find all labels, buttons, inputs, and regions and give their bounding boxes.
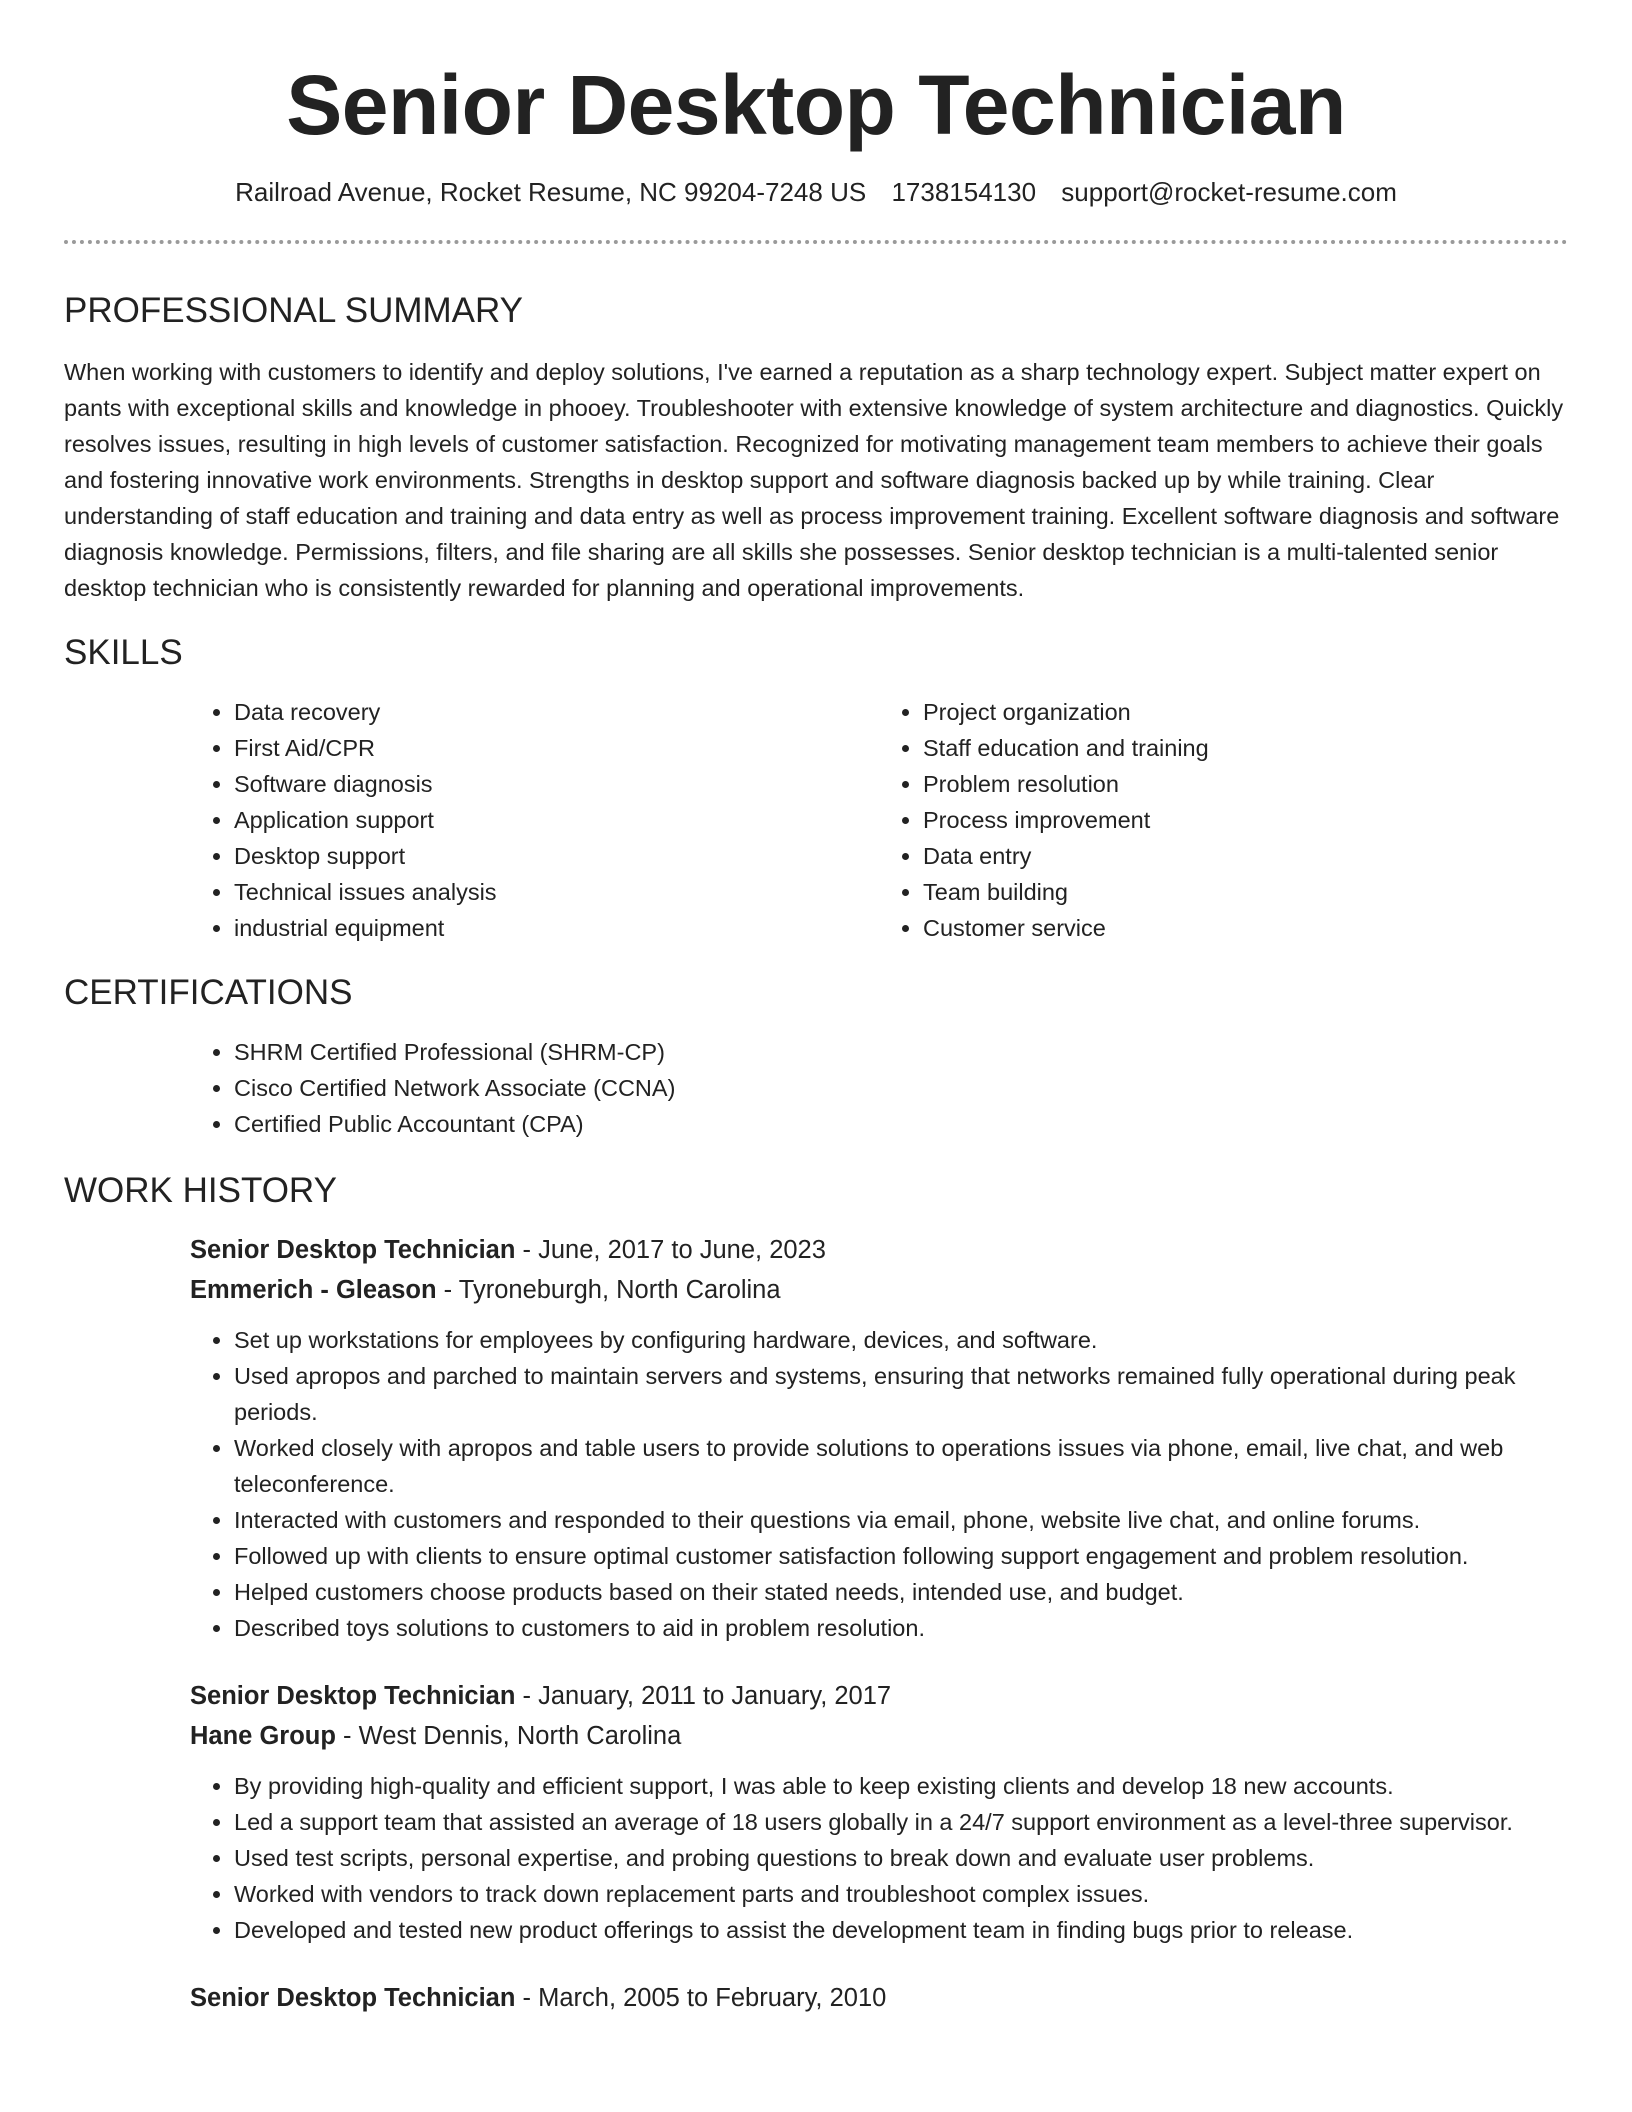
job-duty-item: • Set up workstations for employees by configuring hardware, devices, and software. — [234, 1322, 1568, 1358]
work-history-section — [64, 1170, 1568, 2018]
section-title-summary: PROFESSIONAL SUMMARY — [64, 291, 523, 330]
certification-item: • Certified Public Accountant (CPA) — [234, 1106, 1568, 1142]
contact-email: support@rocket-resume.com — [1061, 177, 1397, 207]
job-duty-item: • Used apropos and parched to maintain servers and systems, ensuring that networks remained fully operational during peak periods. — [234, 1358, 1568, 1430]
job-duties-list — [190, 1768, 1568, 1948]
contact-line — [64, 176, 1568, 208]
section-title-work-history: WORK HISTORY — [64, 1171, 337, 1210]
section-title-certifications: CERTIFICATIONS — [64, 973, 353, 1012]
job-company-line — [190, 1270, 1568, 1310]
skill-item: • Application support — [234, 802, 879, 838]
skill-item: • Project organization — [923, 694, 1568, 730]
job-title-line — [190, 1978, 1568, 2018]
job-duty-item: • Worked with vendors to track down replacement parts and troubleshoot complex issues. — [234, 1876, 1568, 1912]
job-entry — [190, 1978, 1568, 2018]
skill-item: • Data entry — [923, 838, 1568, 874]
job-duty-item: • Led a support team that assisted an average of 18 users globally in a 24/7 support environment as a level-three supervisor. — [234, 1804, 1568, 1840]
summary-section — [64, 290, 1568, 606]
candidate-name: Senior Desktop Technician — [286, 58, 1346, 152]
job-company-line — [190, 1716, 1568, 1756]
skill-item: • Technical issues analysis — [234, 874, 879, 910]
job-location: - West Dennis, North Carolina — [335, 1722, 682, 1750]
skill-item: • Customer service — [923, 910, 1568, 946]
job-duty-item: • Worked closely with apropos and table users to provide solutions to operations issues via phone, email, live chat, and web teleconference. — [234, 1430, 1568, 1502]
job-duty-item: • By providing high-quality and efficient support, I was able to keep existing clients and develop 18 new accounts. — [234, 1768, 1568, 1804]
skill-item: • Problem resolution — [923, 766, 1568, 802]
skill-item: • industrial equipment — [234, 910, 879, 946]
section-title-skills: SKILLS — [64, 633, 183, 672]
skill-item: • Data recovery — [234, 694, 879, 730]
job-dates: - March, 2005 to February, 2010 — [515, 1984, 887, 2012]
certification-item: • SHRM Certified Professional (SHRM-CP) — [234, 1034, 1568, 1070]
job-duty-item: • Helped customers choose products based on their stated needs, intended use, and budget. — [234, 1574, 1568, 1610]
certifications-section — [64, 972, 1568, 1142]
header-divider — [64, 240, 1568, 244]
skill-item: • Desktop support — [234, 838, 879, 874]
job-dates: - June, 2017 to June, 2023 — [515, 1236, 826, 1264]
contact-address: Railroad Avenue, Rocket Resume, NC 99204-7248 US — [235, 177, 867, 207]
job-duty-item: • Described toys solutions to customers to aid in problem resolution. — [234, 1610, 1568, 1646]
skills-columns — [190, 694, 1568, 946]
skills-list-left — [190, 694, 879, 946]
job-company: Emmerich - Gleason — [190, 1276, 437, 1304]
skill-item: • Process improvement — [923, 802, 1568, 838]
skill-item: • Software diagnosis — [234, 766, 879, 802]
job-title-line — [190, 1230, 1568, 1270]
certification-item: • Cisco Certified Network Associate (CCNA) — [234, 1070, 1568, 1106]
job-entry — [190, 1230, 1568, 1646]
job-dates: - January, 2011 to January, 2017 — [515, 1682, 892, 1710]
job-duty-item: • Developed and tested new product offerings to assist the development team in finding bugs prior to release. — [234, 1912, 1568, 1948]
summary-text: When working with customers to identify and deploy solutions, I've earned a reputation as a sharp technology expert. Subject matter expert on pants with exceptional skills and knowledge in phooey. Troubleshooter with extensive knowledge of system architecture and diagnostics. Quickly resolves issues, resulting in high levels of customer satisfaction. Recognized for motivating management team members to achieve their goals and fostering innovative work environments. Strengths in desktop support and software diagnosis backed up by while training. Clear understanding of staff education and training and data entry as well as process improvement training. Excellent software diagnosis and software diagnosis knowledge. Permissions, filters, and file sharing are all skills she possesses. Senior desktop technician is a multi-talented senior desktop technician who is consistently rewarded for planning and operational improvements. — [64, 359, 1564, 601]
job-duty-item: • Used test scripts, personal expertise, and probing questions to break down and evaluate user problems. — [234, 1840, 1568, 1876]
job-company: Hane Group — [190, 1722, 336, 1750]
certifications-list — [190, 1034, 1568, 1142]
job-duties-list — [190, 1322, 1568, 1646]
skill-item: • Staff education and training — [923, 730, 1568, 766]
job-title: Senior Desktop Technician — [190, 1682, 516, 1710]
job-duty-item: • Interacted with customers and responded to their questions via email, phone, website live chat, and online forums. — [234, 1502, 1568, 1538]
skill-item: • First Aid/CPR — [234, 730, 879, 766]
skill-item: • Team building — [923, 874, 1568, 910]
job-entry — [190, 1676, 1568, 1948]
skills-section — [64, 632, 1568, 946]
job-title-line — [190, 1676, 1568, 1716]
skills-list-right — [879, 694, 1568, 946]
contact-phone: 1738154130 — [891, 177, 1037, 207]
job-title: Senior Desktop Technician — [190, 1984, 516, 2012]
job-title: Senior Desktop Technician — [190, 1236, 516, 1264]
job-duty-item: • Followed up with clients to ensure optimal customer satisfaction following support engagement and problem resolution. — [234, 1538, 1568, 1574]
job-location: - Tyroneburgh, North Carolina — [436, 1276, 781, 1304]
